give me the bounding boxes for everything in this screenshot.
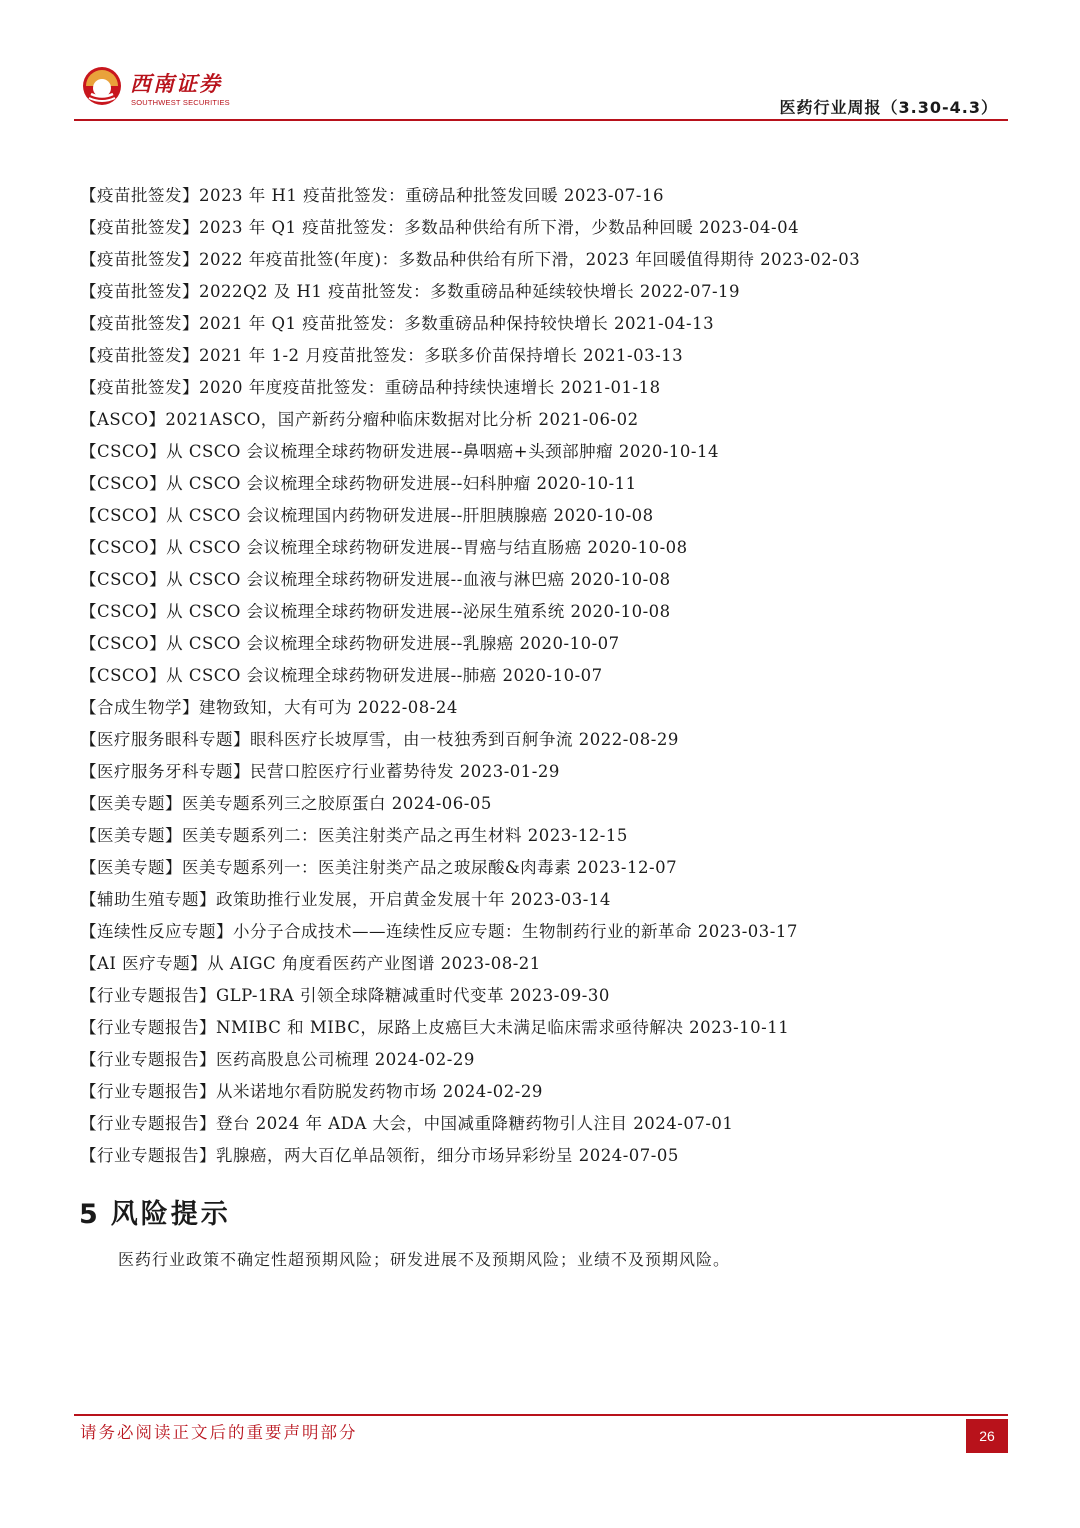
report-list-item: 【行业专题报告】登台 2024 年 ADA 大会，中国减重降糖药物引人注目 2024-07-01 [80, 1114, 734, 1133]
report-list-item: 【行业专题报告】乳腺癌，两大百亿单品领衔，细分市场异彩纷呈 2024-07-05 [80, 1146, 679, 1165]
page-header [0, 0, 1080, 125]
report-list-item: 【疫苗批签发】2022 年疫苗批签(年度)：多数品种供给有所下滑，2023 年回暖值得期待 2023-02-03 [80, 250, 861, 269]
report-list-item: 【连续性反应专题】小分子合成技术——连续性反应专题：生物制药行业的新革命 2023-03-17 [80, 922, 798, 941]
report-title: 医药行业周报（3.30-4.3） [779, 98, 998, 117]
report-list-item: 【CSCO】从 CSCO 会议梳理国内药物研发进展--肝胆胰腺癌 2020-10-08 [80, 506, 654, 525]
report-list-item: 【医疗服务眼科专题】眼科医疗长坡厚雪，由一枝独秀到百舸争流 2022-08-29 [80, 730, 679, 749]
report-list-item: 【疫苗批签发】2021 年 1-2 月疫苗批签发：多联多价苗保持增长 2021-03-13 [80, 346, 684, 365]
report-list-item: 【行业专题报告】GLP-1RA 引领全球降糖减重时代变革 2023-09-30 [80, 986, 610, 1005]
logo-english-name: SOUTHWEST SECURITIES [131, 98, 230, 107]
logo-chinese-name: 西南证券 [130, 71, 222, 96]
report-list-item: 【CSCO】从 CSCO 会议梳理全球药物研发进展--乳腺癌 2020-10-07 [80, 634, 620, 653]
report-list-item: 【辅助生殖专题】政策助推行业发展，开启黄金发展十年 2023-03-14 [80, 890, 611, 909]
report-list-item: 【CSCO】从 CSCO 会议梳理全球药物研发进展--鼻咽癌+头颈部肿瘤 2020-10-14 [80, 442, 720, 461]
report-list-item: 【医美专题】医美专题系列一：医美注射类产品之玻尿酸&肉毒素 2023-12-07 [80, 858, 678, 877]
company-logo [82, 64, 312, 112]
report-list-item: 【行业专题报告】NMIBC 和 MIBC，尿路上皮癌巨大未满足临床需求亟待解决 2023-10-11 [80, 1018, 790, 1037]
report-list-item: 【疫苗批签发】2021 年 Q1 疫苗批签发：多数重磅品种保持较快增长 2021-04-13 [80, 314, 715, 333]
report-list-item: 【AI 医疗专题】从 AIGC 角度看医药产业图谱 2023-08-21 [80, 954, 541, 973]
report-list-item: 【ASCO】2021ASCO，国产新药分瘤种临床数据对比分析 2021-06-02 [80, 410, 639, 429]
report-list-item: 【行业专题报告】医药高股息公司梳理 2024-02-29 [80, 1050, 475, 1069]
report-list-item: 【疫苗批签发】2023 年 H1 疫苗批签发：重磅品种批签发回暖 2023-07-16 [80, 186, 664, 205]
footer-divider [74, 1414, 1008, 1416]
company-logo-icon [82, 66, 122, 106]
report-list-item: 【CSCO】从 CSCO 会议梳理全球药物研发进展--肺癌 2020-10-07 [80, 666, 603, 685]
disclaimer-note: 请务必阅读正文后的重要声明部分 [80, 1423, 358, 1442]
report-list-item: 【行业专题报告】从米诺地尔看防脱发药物市场 2024-02-29 [80, 1082, 543, 1101]
report-list-item: 【合成生物学】建物致知，大有可为 2022-08-24 [80, 698, 458, 717]
report-list-item: 【CSCO】从 CSCO 会议梳理全球药物研发进展--泌尿生殖系统 2020-10-08 [80, 602, 671, 621]
report-list-item: 【疫苗批签发】2022Q2 及 H1 疫苗批签发：多数重磅品种延续较快增长 2022-07-19 [80, 282, 741, 301]
report-list-item: 【疫苗批签发】2020 年度疫苗批签发：重磅品种持续快速增长 2021-01-18 [80, 378, 661, 397]
section-number: 5 [79, 1199, 101, 1230]
section-title: 风险提示 [110, 1199, 231, 1230]
report-list-item: 【医美专题】医美专题系列二：医美注射类产品之再生材料 2023-12-15 [80, 826, 628, 845]
report-list-item: 【医美专题】医美专题系列三之胶原蛋白 2024-06-05 [80, 794, 492, 813]
section-heading [79, 1192, 231, 1231]
report-list-item: 【CSCO】从 CSCO 会议梳理全球药物研发进展--妇科肿瘤 2020-10-11 [80, 474, 637, 493]
related-reports-list [80, 180, 1020, 1172]
risk-warning-text: 医药行业政策不确定性超预期风险；研发进展不及预期风险；业绩不及预期风险。 [118, 1250, 731, 1269]
report-list-item: 【医疗服务牙科专题】民营口腔医疗行业蓄势待发 2023-01-29 [80, 762, 560, 781]
report-list-item: 【疫苗批签发】2023 年 Q1 疫苗批签发：多数品种供给有所下滑，少数品种回暖 2023-04-04 [80, 218, 800, 237]
report-list-item: 【CSCO】从 CSCO 会议梳理全球药物研发进展--血液与淋巴癌 2020-10-08 [80, 570, 671, 589]
page-number: 26 [966, 1419, 1008, 1453]
header-divider [74, 119, 1008, 121]
report-list-item: 【CSCO】从 CSCO 会议梳理全球药物研发进展--胃癌与结直肠癌 2020-10-08 [80, 538, 688, 557]
